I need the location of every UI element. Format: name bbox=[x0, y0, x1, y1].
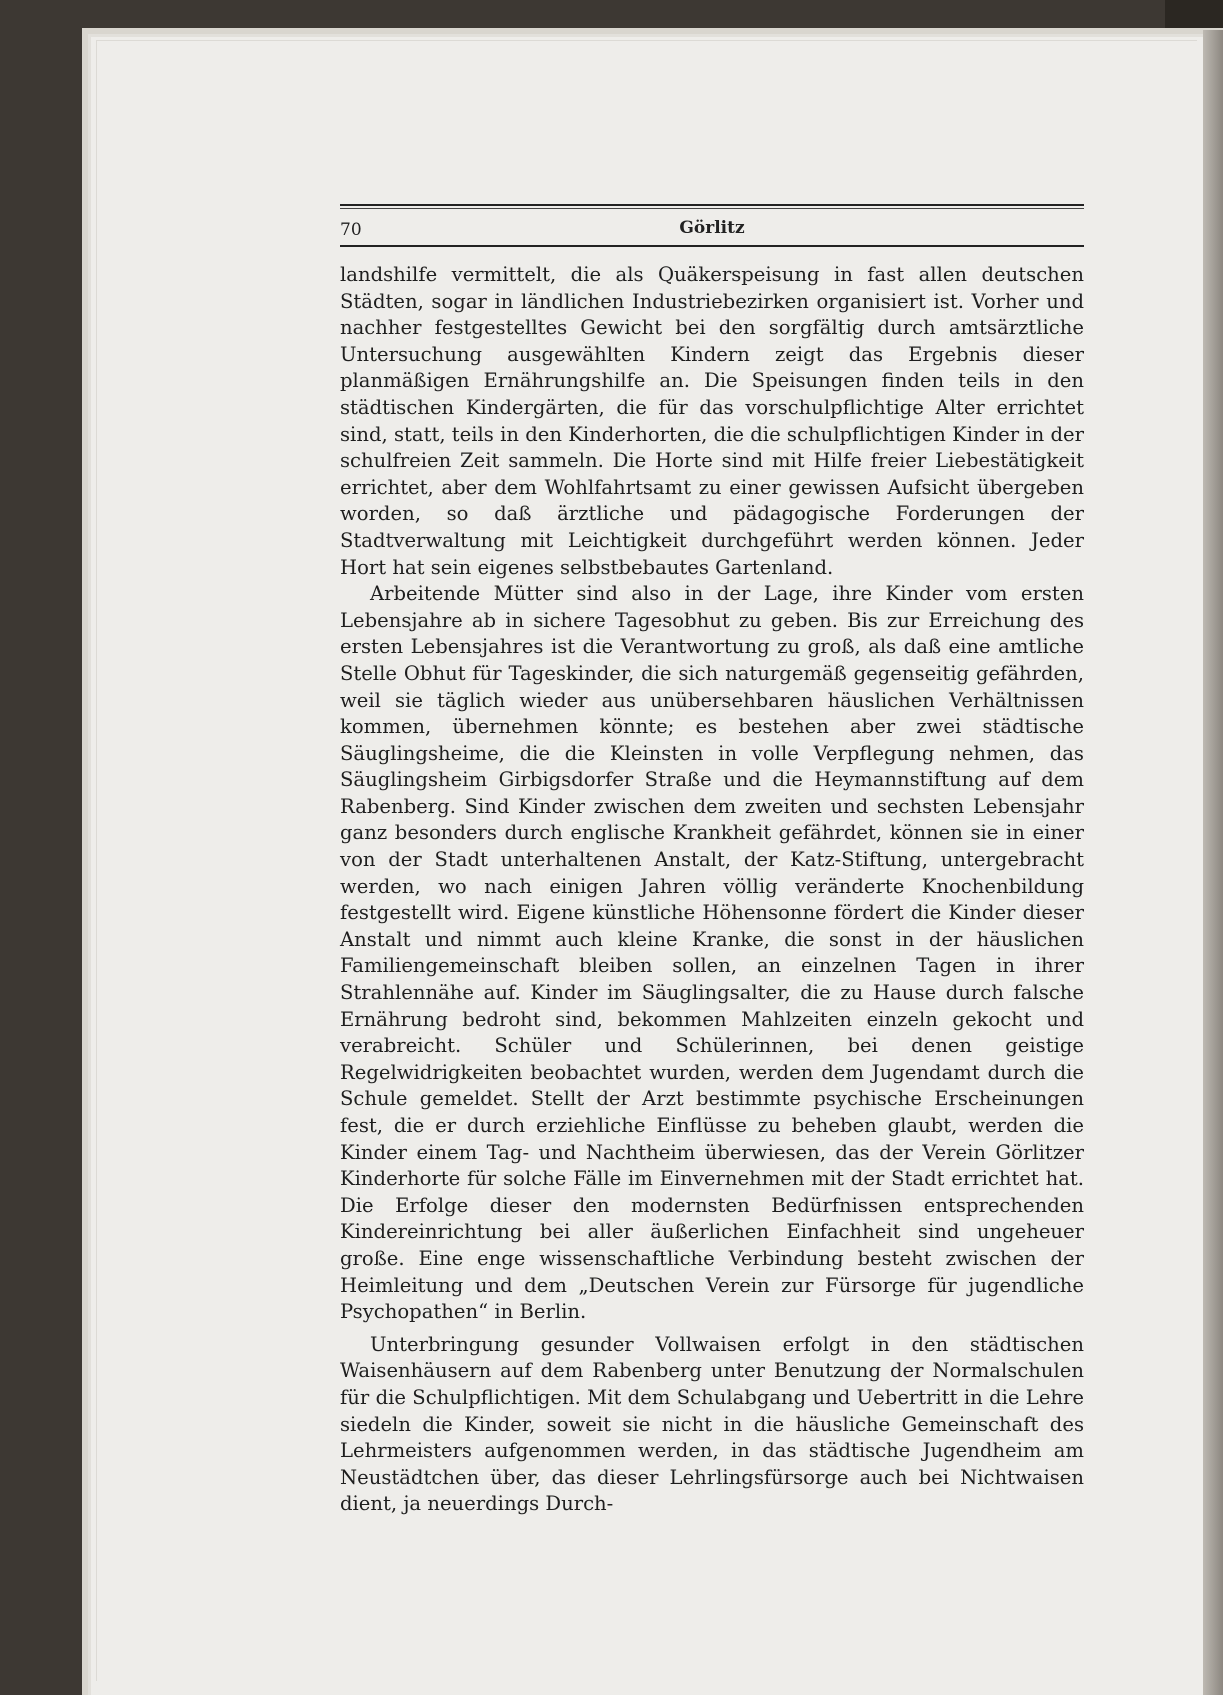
page-number: 70 bbox=[340, 220, 362, 240]
running-header bbox=[340, 218, 1084, 244]
book-corner bbox=[1165, 0, 1223, 28]
paragraph-2: Arbeitende Mütter sind also in der Lage, ihre Kinder vom ersten Lebensjahre ab in sichere Tagesobhut zu geben. Bis zur Erreichung des ersten Lebensjahres ist die Verantwortung zu groß, als daß eine amtliche Stelle Obhut für Tageskinder, die sich naturgemäß gegenseitig gefährden, weil sie täglich wieder aus unübersehbaren häuslichen Verhältnissen kommen, übernehmen könnte; es bestehen aber zwei städtische Säuglingsheime, die die Kleinsten in volle Verpflegung nehmen, das Säuglingsheim Girbigsdorfer Straße und die Heymannstiftung auf dem Rabenberg. Sind Kinder zwischen dem zweiten und sechsten Lebensjahr ganz besonders durch englische Krankheit gefährdet, können sie in einer von der Stadt unterhaltenen Anstalt, der Katz-Stiftung, untergebracht werden, wo nach einigen Jahren völlig veränderte Knochenbildung festgestellt wird. Eigene künstliche Höhensonne fördert die Kinder dieser Anstalt und nimmt auch kleine Kranke, die sonst in der häuslichen Familiengemeinschaft bleiben sollen, an einzelnen Tagen in ihrer Strahlennähe auf. Kinder im Säuglingsalter, die zu Hause durch falsche Ernährung bedroht sind, bekommen Mahlzeiten einzeln gekocht und verabreicht. Schüler und Schülerinnen, bei denen geistige Regelwidrigkeiten beobachtet wurden, werden dem Jugendamt durch die Schule gemeldet. Stellt der Arzt bestimmte psychische Erscheinungen fest, die er durch erziehliche Einflüsse zu beheben glaubt, werden die Kinder einem Tag- und Nachtheim überwiesen, das der Verein Görlitzer Kinderhorte für solche Fälle im Einvernehmen mit der Stadt errichtet hat. Die Erfolge dieser den modernsten Bedürfnissen entsprechenden Kindereinrichtung bei aller äußerlichen Einfachheit sind ungeheuer große. Eine enge wissenschaftliche Verbindung besteht zwischen der Heimleitung und dem „Deutschen Verein zur Fürsorge für jugendliche Psychopathen“ in Berlin. bbox=[340, 582, 1084, 1324]
running-title: Görlitz bbox=[679, 218, 745, 238]
paragraph-3: Unterbringung gesunder Vollwaisen erfolgt in den städtischen Waisenhäusern auf dem Rabenberg unter Benutzung der Normalschulen für die Schulpflichtigen. Mit dem Schulabgang und Uebertritt in die Lehre siedeln die Kinder, soweit sie nicht in die häusliche Gemeinschaft des Lehrmeisters aufgenommen werden, in das städtische Jugendheim am Neustädtchen über, das dieser Lehrlingsfürsorge auch bei Nichtwaisen dient, ja neuerdings Durch- bbox=[340, 1332, 1084, 1516]
paragraph-1: landshilfe vermittelt, die als Quäkerspeisung in fast allen deutschen Städten, sogar in ländlichen Industriebezirken organisiert ist. Vorher und nachher festgestelltes Gewicht bei den sorgfältig durch amtsärztliche Untersuchung ausgewählten Kindern zeigt das Ergebnis dieser planmäßigen Ernährungshilfe an. Die Speisungen finden teils in den städtischen Kindergärten, die für das vorschulpflichtige Alter errichtet sind, statt, teils in den Kinderhorten, die die schulpflichtigen Kinder in der schulfreien Zeit sammeln. Die Horte sind mit Hilfe freier Liebestätigkeit errichtet, aber dem Wohlfahrtsamt zu einer gewissen Aufsicht übergeben worden, so daß ärztliche und pädagogische Forderungen der Stadtverwaltung mit Leichtigkeit durchgeführt werden können. Jeder Hort hat sein eigenes selbstbebautes Gartenland. bbox=[340, 263, 1084, 579]
header-rule-bottom bbox=[340, 245, 1084, 247]
body-text bbox=[340, 262, 1084, 1518]
book-spine bbox=[1203, 30, 1223, 1695]
header-rule-top-thin bbox=[340, 208, 1084, 209]
header-rule-top bbox=[340, 204, 1084, 206]
